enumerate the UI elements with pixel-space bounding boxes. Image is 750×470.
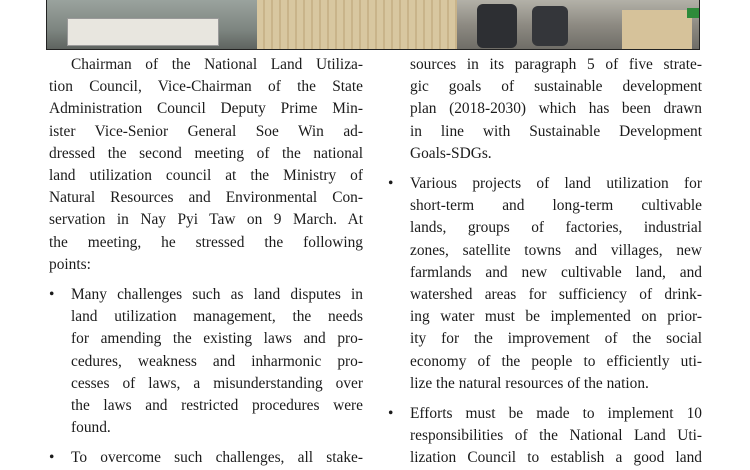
text-line: lands, groups of factories, industrial (410, 219, 702, 237)
text-line: Various projects of land utilization for (410, 175, 702, 193)
text-line: tion Council, Vice-Chairman of the State (49, 78, 363, 96)
meeting-photo (46, 0, 700, 50)
bullet-text (71, 284, 363, 439)
bullet-dot: • (49, 449, 55, 467)
right-column (388, 54, 702, 470)
text-line: responsibilities of the National Land Uti- (410, 427, 702, 445)
text-line: gic goals of sustainable development (410, 78, 702, 96)
text-line: land utilization management, the needs (71, 308, 363, 326)
bullet-dot: • (388, 175, 394, 193)
photo-chair (532, 6, 568, 46)
text-line: Administration Council Deputy Prime Min- (49, 100, 363, 118)
text-line: Many challenges such as land disputes in (71, 286, 363, 304)
bullet-item (388, 173, 702, 395)
text-line: in line with Sustainable Development (410, 122, 702, 140)
text-line: sources in its paragraph 5 of five strate- (410, 56, 702, 73)
bullet-dot: • (388, 405, 394, 423)
bullet-item (49, 447, 363, 469)
text-line: found. (71, 419, 111, 437)
photo-middle-segment (257, 0, 457, 50)
text-line: points: (49, 255, 91, 273)
photo-lectern (622, 10, 692, 50)
left-column (49, 54, 363, 470)
photo-chair (477, 4, 517, 48)
text-line: land utilization council at the Ministry of (49, 167, 363, 185)
photo-folder (687, 8, 700, 18)
bullet-text (71, 447, 363, 469)
text-line: the laws and restricted procedures were (71, 397, 363, 415)
text-line: Natural Resources and Environmental Con- (49, 189, 363, 207)
text-line: To overcome such challenges, all stake- (71, 449, 363, 467)
continuation-paragraph (410, 54, 702, 165)
text-line: plan (2018-2030) which has been drawn (410, 100, 702, 118)
text-line: Efforts must be made to implement 10 (410, 405, 702, 423)
text-line: dressed the second meeting of the national (49, 144, 363, 162)
intro-paragraph (49, 54, 363, 276)
text-line: cedures, weakness and inharmonic pro- (71, 352, 363, 370)
text-line: ing water must be implemented on prior- (410, 308, 702, 326)
text-line: ity for the improvement of the social (410, 330, 702, 348)
text-line: watershed areas for sufficiency of drink- (410, 286, 702, 304)
text-line: servation in Nay Pyi Taw on 9 March. At (49, 211, 363, 229)
text-line: the meeting, he stressed the following (49, 233, 363, 251)
text-line: economy of the people to efficiently uti- (410, 352, 702, 370)
text-line: Chairman of the National Land Utiliza- (71, 56, 363, 73)
text-line: lize the natural resources of the nation. (410, 374, 649, 392)
text-line: Goals-SDGs. (410, 144, 492, 162)
bullet-text (410, 173, 702, 395)
text-line: farmlands and new cultivable land, and (410, 263, 702, 281)
text-line: lization Council to establish a good land (410, 449, 702, 467)
text-line: short-term and long-term cultivable (410, 197, 702, 215)
photo-desk (67, 18, 219, 46)
text-line: for amending the existing laws and pro- (71, 330, 363, 348)
bullet-dot: • (49, 286, 55, 304)
text-line: zones, satellite towns and villages, new (410, 241, 702, 259)
text-line: cesses of laws, a misunderstanding over (71, 374, 363, 392)
bullet-item (49, 284, 363, 439)
text-line: ister Vice-Senior General Soe Win ad- (49, 122, 363, 140)
